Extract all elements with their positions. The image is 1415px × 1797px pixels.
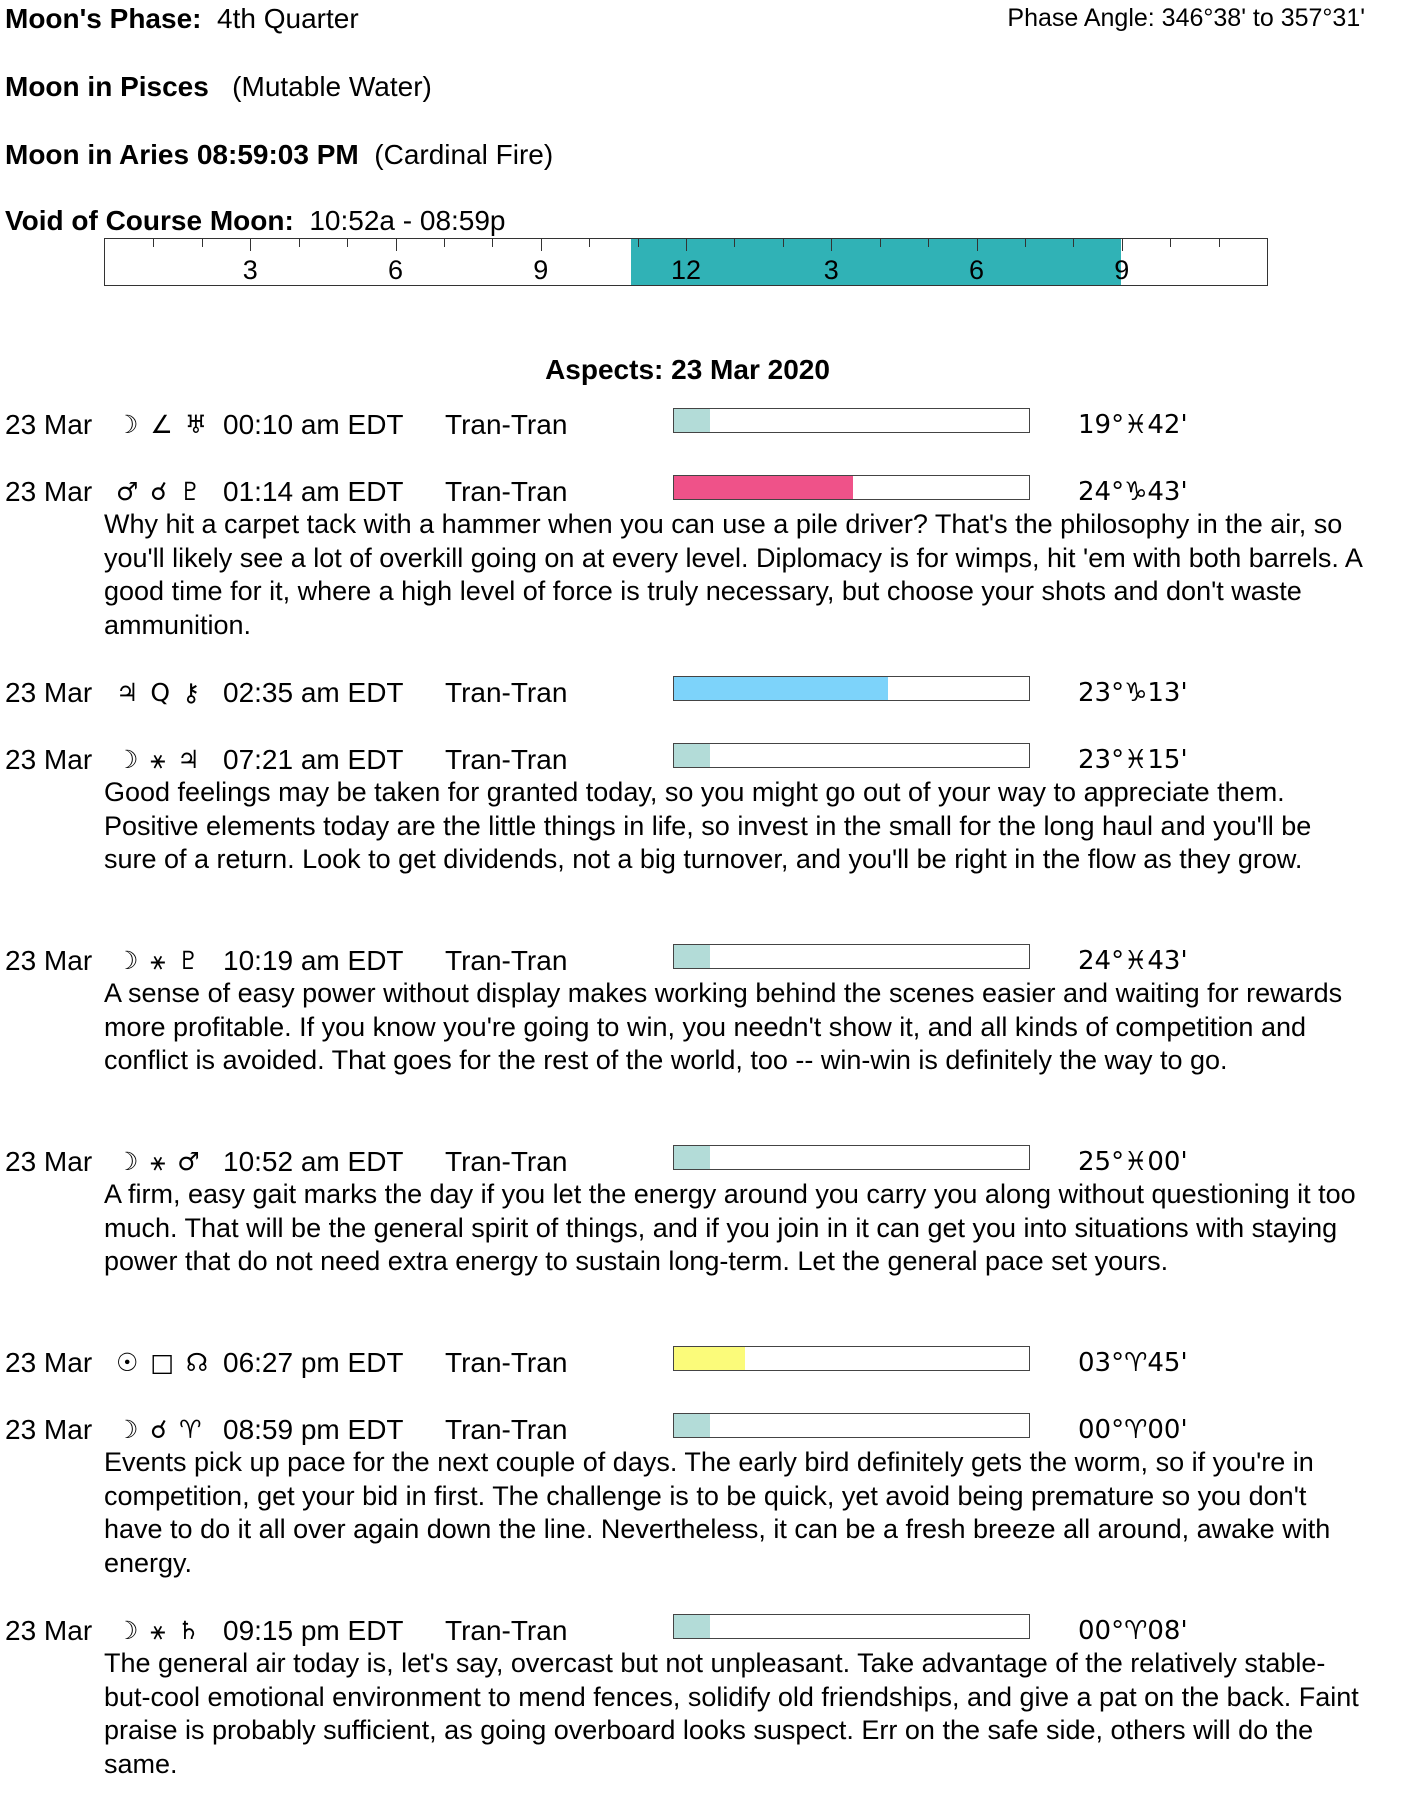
aspect-glyphs: ☽ ☌ ♈ [116, 1415, 204, 1444]
aspect-position: 00°♈00' [1078, 1415, 1188, 1445]
aspect-type: Tran-Tran [445, 677, 568, 708]
aspect-strength-bar [673, 408, 1030, 433]
timeline-tick [1073, 239, 1074, 247]
aspect-position: 23°♑13' [1078, 678, 1188, 708]
aspect-description: A firm, easy gait marks the day if you let the energy around you carry you along without questioning it too much. That will be the general spirit of things, and if you join in it can get you into situations with staying power that do not need extra energy to sustain long-term. Let the general pace set yours. [104, 1179, 1356, 1276]
aspect-glyphs: ☽ ⚹ ♇ [116, 946, 202, 975]
timeline-hour-label: 3 [823, 255, 839, 285]
aspect-time: 01:14 am EDT [223, 476, 404, 507]
aspect-glyphs: ☽ ⚹ ♃ [116, 745, 202, 774]
aspect-glyphs: ♂ ☌ ♇ [116, 477, 204, 506]
timeline-tick [928, 239, 929, 247]
moon-phase-line [5, 2, 359, 36]
aspect-time: 02:35 am EDT [223, 677, 404, 708]
aspect-strength-fill [674, 1146, 710, 1169]
aspect-strength-fill [674, 677, 888, 700]
aspect-date: 23 Mar [5, 476, 93, 507]
aspect-position: 23°♓15' [1078, 745, 1188, 775]
aspect-strength-bar [673, 1413, 1030, 1438]
aspect-type: Tran-Tran [445, 1347, 568, 1378]
phase-value: 4th Quarter [217, 3, 359, 34]
aspect-type: Tran-Tran [445, 409, 568, 440]
aspect-type: Tran-Tran [445, 744, 568, 775]
aspect-position: 24°♓43' [1078, 946, 1188, 976]
aspect-strength-bar [673, 1614, 1030, 1639]
aspect-date: 23 Mar [5, 1347, 93, 1378]
timeline-tick [153, 239, 154, 247]
aspect-date: 23 Mar [5, 1414, 93, 1445]
timeline-tick [1025, 239, 1026, 247]
timeline-tick [1219, 239, 1220, 247]
aspect-time: 00:10 am EDT [223, 409, 404, 440]
aspect-time: 08:59 pm EDT [223, 1414, 404, 1445]
aspect-date: 23 Mar [5, 1146, 93, 1177]
aspect-glyphs: ☽ ∠ ♅ [116, 410, 210, 439]
aspect-type: Tran-Tran [445, 945, 568, 976]
timeline-hour-label: 6 [387, 255, 404, 285]
timeline-tick [396, 239, 397, 251]
timeline-tick [977, 239, 978, 251]
voc-timeline-fill [631, 239, 1120, 285]
aspect-strength-fill [674, 1615, 710, 1638]
timeline-tick [880, 239, 881, 247]
voc-label: Void of Course Moon: [5, 205, 294, 236]
timeline-tick [347, 239, 348, 247]
aspect-type: Tran-Tran [445, 1615, 568, 1646]
timeline-tick [250, 239, 251, 251]
aspect-type: Tran-Tran [445, 1146, 568, 1177]
aspect-date: 23 Mar [5, 677, 93, 708]
aspect-strength-fill [674, 409, 710, 432]
aspect-strength-bar [673, 676, 1030, 701]
timeline-hour-label: 9 [533, 255, 549, 285]
aspect-description: Events pick up pace for the next couple of days. The early bird definitely gets the worm, so if you're in competition, get your bid in first. The challenge is to be quick, yet avoid being premature so you don't have to do it all over again down the line. Nevertheless, it can be a fresh breeze all around, awake with energy. [104, 1447, 1331, 1578]
timeline-tick [1122, 239, 1123, 251]
aspect-position: 03°♈45' [1078, 1348, 1188, 1378]
moon-sign-2-label: Moon in Aries 08:59:03 PM [5, 139, 359, 170]
aspect-description: Why hit a carpet tack with a hammer when you can use a pile driver? That's the philosophy in the air, so you'll likely see a lot of overkill going on at every level. Diplomacy is for wimps, hit 'em with both barrels. A good time for it, where a high level of force is truly necessary, but choose your shots and don't waste ammunition. [104, 509, 1362, 640]
aspect-time: 10:19 am EDT [223, 945, 404, 976]
phase-label: Moon's Phase: [5, 3, 202, 34]
aspect-type: Tran-Tran [445, 1414, 568, 1445]
timeline-tick [299, 239, 300, 247]
aspect-date: 23 Mar [5, 744, 93, 775]
aspect-date: 23 Mar [5, 1615, 93, 1646]
aspect-glyphs: ☽ ⚹ ♄ [116, 1616, 202, 1645]
timeline-tick [783, 239, 784, 247]
timeline-hour-label: 9 [1114, 255, 1130, 285]
aspect-strength-bar [673, 743, 1030, 768]
aspect-strength-fill [674, 1347, 745, 1370]
moon-sign-2-note: (Cardinal Fire) [374, 139, 554, 170]
timeline-hour-label: 3 [242, 255, 258, 285]
aspect-strength-fill [674, 744, 710, 767]
timeline-tick [638, 239, 639, 247]
aspect-glyphs: ♃ Q ⚷ [116, 678, 203, 707]
moon-sign-line-2 [5, 138, 553, 172]
aspect-date: 23 Mar [5, 945, 93, 976]
moon-sign-1-label: Moon in Pisces [5, 71, 209, 102]
aspect-time: 07:21 am EDT [223, 744, 404, 775]
timeline-tick [831, 239, 832, 251]
timeline-tick [686, 239, 687, 251]
aspect-strength-bar [673, 1346, 1030, 1371]
moon-sign-1-note: (Mutable Water) [232, 71, 432, 102]
timeline-tick [444, 239, 445, 247]
aspect-position: 00°♈08' [1078, 1616, 1188, 1646]
timeline-tick [1170, 239, 1171, 247]
aspect-date: 23 Mar [5, 409, 93, 440]
aspect-strength-bar [673, 944, 1030, 969]
aspect-position: 19°♓42' [1078, 410, 1188, 440]
phase-angle: Phase Angle: 346°38' to 357°31' [1007, 4, 1365, 32]
timeline-tick [734, 239, 735, 247]
moon-sign-line-1 [5, 70, 432, 104]
aspect-description: Good feelings may be taken for granted today, so you might go out of your way to appreciate them. Positive elements today are the little things in life, so invest in the small for the long haul and you'll be sure of a return. Look to get dividends, not a big turnover, and you'll be right in the flow as they grow. [104, 777, 1312, 874]
void-of-course-line [5, 204, 506, 238]
aspect-position: 24°♑43' [1078, 477, 1188, 507]
timeline-tick [492, 239, 493, 247]
aspect-glyphs: ☉ □ ☊ [116, 1348, 211, 1377]
timeline-hour-label: 6 [968, 255, 985, 285]
aspect-description: A sense of easy power without display makes working behind the scenes easier and waiting for rewards more profitable. If you know you're going to win, you needn't show it, and all kinds of competition and conflict is avoided. That goes for the rest of the world, too -- win-win is definitely the way to go. [104, 978, 1343, 1075]
aspect-strength-bar [673, 1145, 1030, 1170]
timeline-tick [589, 239, 590, 247]
timeline-tick [202, 239, 203, 247]
aspect-glyphs: ☽ ⚹ ♂ [116, 1147, 202, 1176]
aspect-type: Tran-Tran [445, 476, 568, 507]
aspect-time: 06:27 pm EDT [223, 1347, 404, 1378]
aspect-position: 25°♓00' [1078, 1147, 1188, 1177]
aspect-strength-fill [674, 1414, 710, 1437]
aspect-strength-fill [674, 945, 710, 968]
aspect-description: The general air today is, let's say, overcast but not unpleasant. Take advantage of the relatively stable-but-cool emotional environment to mend fences, solidify old friendships, and give a pat on the back. Faint praise is probably sufficient, as going overboard looks suspect. Err on the safe side, others will do the same. [104, 1648, 1359, 1779]
aspect-strength-fill [674, 476, 853, 499]
timeline-tick [541, 239, 542, 251]
aspect-strength-bar [673, 475, 1030, 500]
aspect-time: 10:52 am EDT [223, 1146, 404, 1177]
aspects-title: Aspects: 23 Mar 2020 [545, 354, 830, 385]
timeline-hour-label: 12 [670, 255, 702, 285]
aspect-time: 09:15 pm EDT [223, 1615, 404, 1646]
void-of-course-timeline [104, 238, 1268, 286]
voc-value: 10:52a - 08:59p [309, 205, 506, 236]
